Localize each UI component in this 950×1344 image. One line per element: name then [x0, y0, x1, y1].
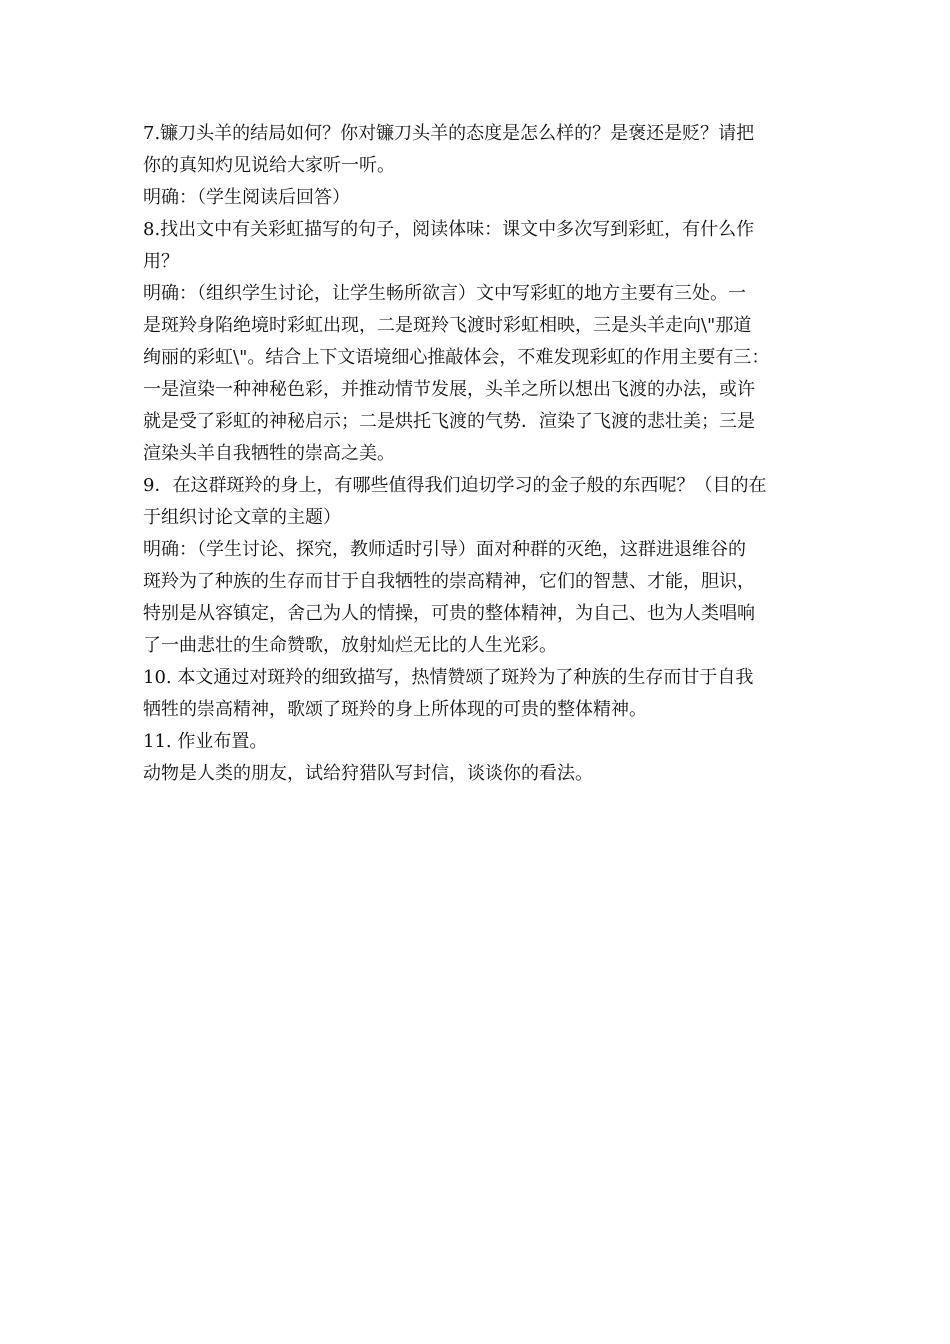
- item-10-line-1: 10. 本文通过对斑羚的细致描写，热情赞颂了斑羚为了种族的生存而甘于自我: [143, 667, 754, 688]
- answer-8-line-3: 绚丽的彩虹\"。结合上下文语境细心推敲体会，不难发现彩虹的作用主要有三：: [143, 347, 770, 368]
- document-body: [143, 118, 809, 790]
- item-10-line-2: 牺牲的崇高精神，歌颂了斑羚的身上所体现的可贵的整体精神。: [143, 699, 647, 720]
- answer-8-line-4: 一是渲染一种神秘色彩，并推动情节发展，头羊之所以想出飞渡的办法，或许: [143, 379, 755, 400]
- question-7-line-2: 你的真知灼见说给大家听一听。: [143, 155, 395, 176]
- item-11-heading: 11. 作业布置。: [143, 731, 268, 752]
- answer-9-line-2: 斑羚为了种族的生存而甘于自我牺牲的崇高精神，它们的智慧、才能，胆识，: [143, 571, 755, 592]
- answer-8-line-1: 明确：（组织学生讨论，让学生畅所欲言）文中写彩虹的地方主要有三处。一: [143, 283, 746, 304]
- answer-9-line-1: 明确：（学生讨论、探究，教师适时引导）面对种群的灭绝，这群进退维谷的: [143, 539, 746, 560]
- answer-7: 明确：（学生阅读后回答）: [143, 187, 350, 208]
- question-9-line-2: 于组织讨论文章的主题）: [143, 507, 341, 528]
- answer-8-line-6: 渲染头羊自我牺牲的崇高之美。: [143, 443, 395, 464]
- question-8-line-1: 8.找出文中有关彩虹描写的句子，阅读体味：课文中多次写到彩虹，有什么作: [143, 219, 755, 240]
- question-8-line-2: 用？: [143, 251, 179, 272]
- question-7-line-1: 7.镰刀头羊的结局如何？你对镰刀头羊的态度是怎么样的？是褒还是贬？请把: [143, 123, 755, 144]
- answer-8-line-5: 就是受了彩虹的神秘启示；二是烘托飞渡的气势．渲染了飞渡的悲壮美；三是: [143, 411, 755, 432]
- homework-text: 动物是人类的朋友，试给狩猎队写封信，谈谈你的看法。: [143, 763, 593, 784]
- answer-9-line-4: 了一曲悲壮的生命赞歌，放射灿烂无比的人生光彩。: [143, 635, 557, 656]
- answer-9-line-3: 特别是从容镇定，舍己为人的情操，可贵的整体精神，为自己、也为人类唱响: [143, 603, 755, 624]
- question-9-line-1: 9．在这群斑羚的身上，有哪些值得我们迫切学习的金子般的东西呢？（目的在: [143, 475, 767, 496]
- answer-8-line-2: 是斑羚身陷绝境时彩虹出现，二是斑羚飞渡时彩虹相映，三是头羊走向\"那道: [143, 315, 752, 336]
